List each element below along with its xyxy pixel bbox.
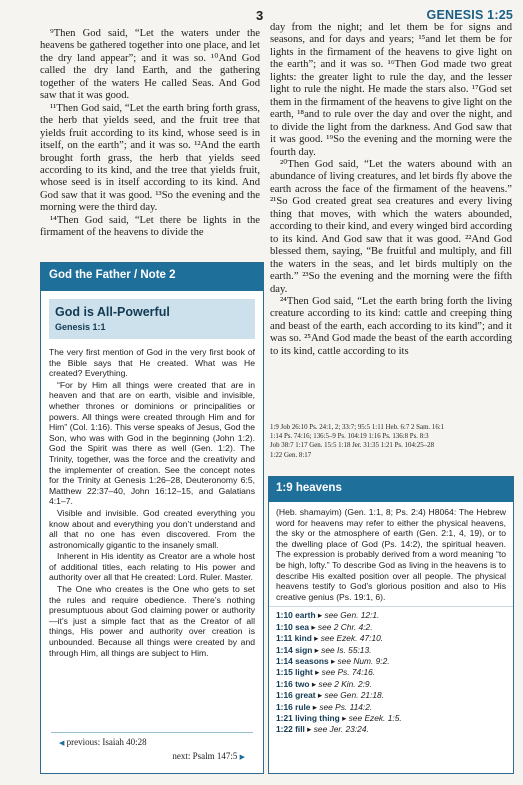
word-ref: 1:15 light — [276, 667, 313, 678]
word-study-box — [268, 476, 514, 774]
word-study-body: (Heb. shamayim) (Gen. 1:1, 8; Ps. 2:4) H8064: The Hebrew word for heavens may refer to either the physical heavens, the sky or the atmosphere of earth (Gen. 2:1, 4, 19), or to the dwelling place of God (Ps. 14:2), the spiritual heaven. The expression is probably derived from a word meaning “to be high, lofty.” To describe God as living in the heavens is to describe His exalted position over all people. The physical heavens testify to God’s glorious position and also to His creative genius (Ps. 19:1, 6). — [276, 507, 506, 602]
word-study-item: 1:10 sea ▸ see 2 Chr. 4:2. — [276, 621, 373, 632]
next-note-link[interactable] — [172, 751, 245, 761]
note-paragraph: Inherent in His identity as Creator are a whole host of additional titles, each relating to His power and authority over all that He created: Lord. Ruler. Master. — [49, 551, 255, 583]
previous-note-link[interactable] — [59, 737, 147, 747]
cross-reference-line: 1:22 Gen. 8:17 — [270, 451, 312, 459]
word-study-item: 1:21 living thing ▸ see Ezek. 1:5. — [276, 713, 402, 723]
word-ref: 1:16 great — [276, 690, 316, 701]
word-ref: 1:16 rule — [276, 701, 311, 712]
word-study-item: 1:11 kind ▸ see Ezek. 47:10. — [276, 633, 384, 644]
note-paragraph: Visible and invisible. God created everything you know about and everything you don’t understand and all that no one has even discovered. From the astronomically gigantic to the insanely small. — [49, 507, 255, 550]
cross-references — [270, 423, 512, 460]
word-study-item: 1:14 sign ▸ see Is. 55:13. — [276, 644, 372, 655]
word-see: see Ps. 114:2. — [319, 701, 373, 712]
scripture-left-column — [40, 28, 260, 240]
word-study-item: 1:16 two ▸ see 2 Kin. 2:9. — [276, 678, 372, 689]
word-ref: 1:14 sign — [276, 644, 313, 655]
cross-reference-line: 1:9 Job 26:10 Ps. 24:1, 2; 33:7; 95:5 1:11 Heb. 6:7 2 Sam. 16:1 — [270, 424, 445, 431]
word-study-item: 1:10 earth ▸ see Gen. 12:1. — [276, 610, 380, 621]
word-ref: 1:10 earth — [276, 610, 316, 621]
word-study-title-bar: 1:9 heavens — [269, 477, 513, 502]
verse-paragraph: ²⁴Then God said, “Let the earth bring forth the living creature according to its kind: cattle and creeping thing and beast of the earth, each according to its kind”; and it was so. ²⁵And God made the beast of the earth according to its kind, cattle according to its — [270, 295, 512, 357]
word-study-item: 1:15 light ▸ see Ps. 74:16. — [276, 667, 376, 678]
word-see: see Gen. 21:18. — [324, 690, 385, 701]
word-ref: 1:21 living thing — [276, 713, 340, 723]
word-study-item: 1:22 fill ▸ see Jer. 23:24. — [276, 724, 369, 735]
concept-note-box — [40, 262, 264, 774]
note-navigation — [51, 732, 253, 765]
scripture-right-column — [270, 22, 512, 358]
note-body — [41, 339, 263, 658]
verse-paragraph: ¹⁴Then God said, “Let there be lights in the firmament of the heavens to divide the — [40, 214, 260, 239]
word-ref: 1:10 sea — [276, 621, 310, 632]
word-ref: 1:22 fill — [276, 724, 305, 735]
word-see: see Is. 55:13. — [321, 644, 372, 655]
word-see: see Gen. 12:1. — [324, 610, 380, 621]
note-heading-panel — [49, 299, 255, 339]
word-ref: 1:16 two — [276, 678, 310, 689]
note-title-bar: God the Father / Note 2 — [41, 263, 263, 291]
note-paragraph: The One who creates is the One who gets to set the rules and require obedience. There’s nothing presumptuous about God claiming power or authority—it’s just a simple fact that as the Creator of all things, His power and authority over creation is unbounded. Because all things were created by and through Him, all things are subject to Him. — [49, 584, 255, 658]
word-study-item: 1:16 rule ▸ see Ps. 114:2. — [276, 701, 373, 712]
word-see: see Num. 9:2. — [337, 655, 390, 666]
word-see: see Jer. 23:24. — [313, 724, 369, 735]
note-subtitle: God is All-Powerful — [55, 305, 170, 319]
cross-reference-line: 1:14 Ps. 74:16; 136:5–9 Ps. 104:19 1:16 Ps. 136:8 Ps. 8:3 — [270, 433, 429, 441]
word-see: see 2 Kin. 2:9. — [318, 678, 372, 689]
previous-note-label: previous: Isaiah 40:28 — [66, 737, 147, 747]
cross-reference-line: Job 38:7 1:17 Gen. 15:5 1:18 Jer. 31:35 1:21 Ps. 104:25–28 — [270, 442, 435, 450]
word-ref: 1:14 seasons — [276, 655, 329, 666]
verse-paragraph: ¹¹Then God said, “Let the earth bring forth grass, the herb that yields seed, and the fruit tree that yields fruit according to its kind, whose seed is in itself, on the earth”; and it was so. ¹²And the earth brought forth grass, the herb that yields seed according to its kind, and the tree that yields fruit, whose seed is in itself according to its kind. And God saw that it was good. ¹³So the evening and the morning were the third day. — [40, 102, 260, 214]
next-note-label: next: Psalm 147:5 — [172, 751, 238, 761]
word-see: see 2 Chr. 4:2. — [317, 621, 373, 632]
note-reference: Genesis 1:1 — [55, 322, 106, 332]
running-head: GENESIS 1:25 — [426, 8, 513, 22]
triangle-right-icon: ▶ — [239, 753, 245, 761]
word-study-item: 1:14 seasons ▸ see Num. 9:2. — [276, 655, 390, 666]
verse-paragraph: day from the night; and let them be for signs and seasons, and for days and years; ¹⁵and let them be for lights in the firmament of the heavens to give light on the earth”; and it was so. ¹⁶Then God made two great lights: the greater light to rule the day, and the lesser light to rule the night. He made the stars also. ¹⁷God set them in the firmament of the heavens to give light on the earth, ¹⁸and to rule over the day and over the night, and to divide the light from the darkness. And God saw that it was good. ¹⁹So the evening and the morning were the fourth day. — [270, 22, 512, 158]
page-number: 3 — [256, 8, 264, 23]
verse-paragraph: ⁹Then God said, “Let the waters under the heavens be gathered together into one place, and let the dry land appear”; and it was so. ¹⁰And God called the dry land Earth, and the gathering together of the waters He called Seas. And God saw that it was good. — [40, 28, 260, 102]
word-study-item: 1:16 great ▸ see Gen. 21:18. — [276, 690, 385, 701]
triangle-left-icon: ◀ — [59, 739, 65, 747]
word-study-list — [269, 606, 513, 738]
word-see: see Ps. 74:16. — [321, 667, 376, 678]
word-see: see Ezek. 1:5. — [348, 713, 402, 723]
verse-paragraph: ²⁰Then God said, “Let the waters abound with an abundance of living creatures, and let birds fly above the earth across the face of the firmament of the heavens.” ²¹So God created great sea creatures and every living thing that moves, with which the waters abounded, according to their kind, and every winged bird according to its kind. And God saw that it was good. ²²And God blessed them, saying, “Be fruitful and multiply, and fill the waters in the seas, and let birds multiply on the earth.” ²³So the evening and the morning were the fifth day. — [270, 158, 512, 295]
note-paragraph: “For by Him all things were created that are in heaven and that are on earth, visible and invisible, whether thrones or dominions or principalities or powers. All things were created through Him and for Him” (Col. 1:16). This verse speaks of Jesus, God the Son, who was with God in the beginning (John 1:2). God the Spirit was there as well (Gen. 1:2). The Trinity, together, was the force and the creativity and the implementer of creation. See the concept notes for the Trinity at Genesis 1:26–28, Deuteronomy 6:5, Matthew 22:37–40, John 16:12–15, and Galatians 4:1–7. — [49, 379, 255, 507]
note-paragraph: The very first mention of God in the very first book of the Bible says that He created. What was He created? Everything. — [49, 347, 255, 379]
word-ref: 1:11 kind — [276, 633, 312, 644]
word-see: see Ezek. 47:10. — [320, 633, 384, 644]
